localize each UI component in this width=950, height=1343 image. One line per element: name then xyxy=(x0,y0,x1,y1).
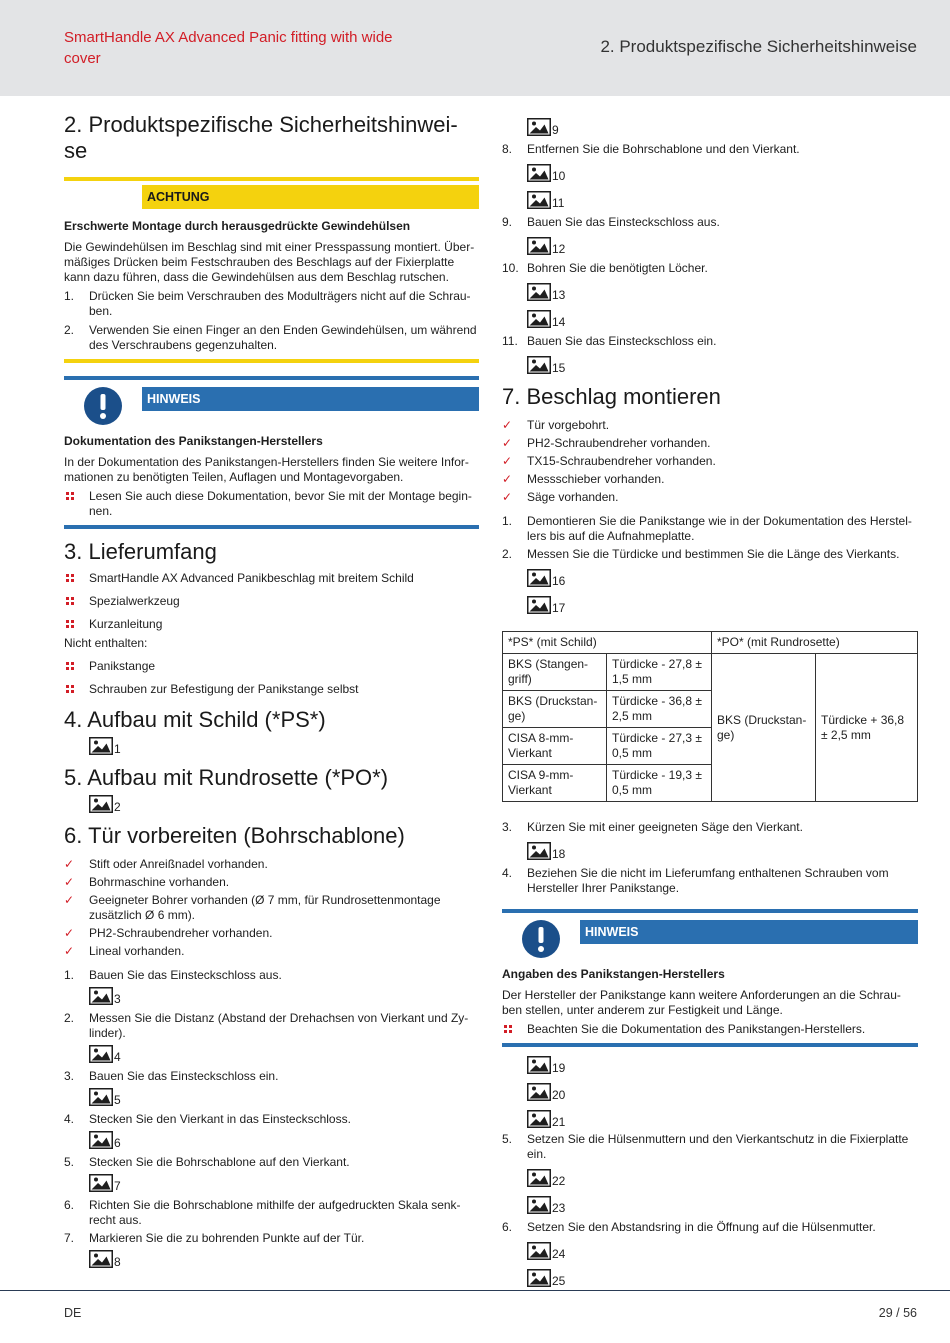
preparation-steps xyxy=(64,1155,479,1170)
list-item xyxy=(64,1231,479,1246)
list-item xyxy=(64,659,479,674)
right-column xyxy=(502,114,918,1287)
figure-placeholder xyxy=(527,1052,918,1074)
step-text: Bauen Sie das Einsteckschloss ein. xyxy=(89,1069,279,1083)
note-label: HINWEIS xyxy=(142,387,479,411)
image-icon xyxy=(527,164,551,182)
step-number: 1. xyxy=(502,514,513,528)
list-item-text: Lineal vorhanden. xyxy=(89,944,185,958)
figure-placeholder xyxy=(527,187,918,209)
note-text: In der Dokumentation des Panikstangen-Herstellers finden Sie weitere Infor-mationen zu benötigten Teilen, Auflagen und Montagevorgaben. xyxy=(64,455,469,484)
list-item xyxy=(64,944,479,959)
table-header-row xyxy=(503,632,918,654)
image-icon xyxy=(89,1045,113,1063)
list-item xyxy=(64,682,479,697)
list-item xyxy=(64,857,479,872)
list-item xyxy=(502,215,918,230)
image-icon xyxy=(527,1083,551,1101)
check-icon: ✓ xyxy=(64,857,75,871)
note-top-bar xyxy=(64,376,479,380)
image-icon xyxy=(527,1110,551,1128)
check-icon: ✓ xyxy=(64,944,75,958)
footer-language: DE xyxy=(64,1306,82,1320)
header-section-title: 2. Produktspezifische Sicherheitshinweise xyxy=(600,37,917,56)
prerequisites-list xyxy=(64,857,479,959)
list-item xyxy=(64,489,479,519)
figure-placeholder xyxy=(527,279,918,301)
list-item-text: PH2-Schraubendreher vorhanden. xyxy=(89,926,273,940)
step-text: Entfernen Sie die Bohrschablone und den Vierkant. xyxy=(527,142,800,156)
list-item xyxy=(64,594,479,609)
mounting-steps xyxy=(502,866,918,896)
step-number: 9. xyxy=(502,215,513,229)
step-text: Bauen Sie das Einsteckschloss aus. xyxy=(527,215,720,229)
list-item-text: TX15-Schraubendreher vorhanden. xyxy=(527,454,716,468)
table-cell: Türdicke - 36,8 ± 2,5 mm xyxy=(607,691,712,728)
note-title: Angaben des Panikstangen-Herstellers xyxy=(502,967,725,981)
bullet-icon xyxy=(66,574,75,583)
list-item-text: Spezialwerkzeug xyxy=(89,594,180,608)
section-2-heading xyxy=(64,112,479,164)
figure-placeholder xyxy=(527,1165,918,1187)
figure-placeholder xyxy=(527,114,918,136)
list-item xyxy=(64,1155,479,1170)
step-number: 2. xyxy=(502,547,513,561)
figure-number: 22 xyxy=(552,1174,566,1188)
note-label: HINWEIS xyxy=(580,920,918,944)
drilling-steps xyxy=(502,261,918,276)
figure-placeholder xyxy=(89,1170,479,1192)
figure-number: 17 xyxy=(552,601,566,615)
drilling-steps xyxy=(502,334,918,349)
figure-number: 21 xyxy=(552,1115,566,1129)
figure-number: 19 xyxy=(552,1061,566,1075)
figure-placeholder xyxy=(527,160,918,182)
footer-divider xyxy=(0,1290,950,1291)
list-item-text: Schrauben zur Befestigung der Panikstange selbst xyxy=(89,682,359,696)
figure-placeholder xyxy=(89,791,479,813)
not-included-label: Nicht enthalten: xyxy=(64,636,148,650)
figure-number: 13 xyxy=(552,288,566,302)
figure-number: 1 xyxy=(114,742,121,756)
table-cell: Türdicke + 36,8 ± 2,5 mm xyxy=(816,654,918,802)
image-icon xyxy=(89,795,113,813)
image-icon xyxy=(527,310,551,328)
figure-placeholder xyxy=(527,565,918,587)
mounting-steps xyxy=(502,1132,918,1162)
note-bottom-bar xyxy=(64,525,479,529)
list-item xyxy=(502,1220,918,1235)
image-icon xyxy=(527,596,551,614)
section-2-heading-text: 2. Produktspezifische Sicherheitshinwei-se xyxy=(64,112,458,163)
figure-number: 7 xyxy=(114,1179,121,1193)
section-5-heading: 5. Aufbau mit Rundrosette (*PO*) xyxy=(64,765,389,790)
bullet-text: Lesen Sie auch diese Dokumentation, bevor Sie mit der Montage begin-nen. xyxy=(89,489,472,518)
warning-bottom-bar xyxy=(64,359,479,363)
list-item xyxy=(502,1022,918,1037)
figure-number: 18 xyxy=(552,847,566,861)
bullet-icon xyxy=(66,685,75,694)
step-text: Setzen Sie die Hülsenmuttern und den Vierkantschutz in die Fixierplatte ein. xyxy=(527,1132,909,1161)
image-icon xyxy=(527,1269,551,1287)
list-item xyxy=(64,1112,479,1127)
note-box xyxy=(64,376,479,529)
list-item-text: Messschieber vorhanden. xyxy=(527,472,665,486)
list-item-text: Stift oder Anreißnadel vorhanden. xyxy=(89,857,268,871)
exclamation-icon xyxy=(521,919,561,959)
check-icon: ✓ xyxy=(502,454,513,468)
warning-steps xyxy=(64,289,479,353)
list-item-text: Tür vorgebohrt. xyxy=(527,418,610,432)
list-item xyxy=(502,514,918,544)
list-item xyxy=(502,261,918,276)
check-icon: ✓ xyxy=(64,893,75,907)
list-item xyxy=(502,436,918,451)
check-icon: ✓ xyxy=(502,472,513,486)
check-icon: ✓ xyxy=(64,875,75,889)
step-text: Verwenden Sie einen Finger an den Enden Gewindehülsen, um während des Verschraubens gegenzuhalten. xyxy=(89,323,477,352)
step-number: 1. xyxy=(64,968,75,982)
note-bottom-bar xyxy=(502,1043,918,1047)
preparation-steps xyxy=(64,1011,479,1041)
list-item-text: Panikstange xyxy=(89,659,156,673)
check-icon: ✓ xyxy=(64,926,75,940)
step-number: 2. xyxy=(64,323,75,337)
step-number: 3. xyxy=(502,820,513,834)
left-column xyxy=(64,112,479,1268)
step-text: Drücken Sie beim Verschrauben des Modulträgers nicht auf die Schrau-ben. xyxy=(89,289,471,318)
check-icon: ✓ xyxy=(502,490,513,504)
step-number: 5. xyxy=(64,1155,75,1169)
section-6-heading: 6. Tür vorbereiten (Bohrschablone) xyxy=(64,823,405,848)
figure-placeholder xyxy=(527,306,918,328)
list-item-text: SmartHandle AX Advanced Panikbeschlag mit breitem Schild xyxy=(89,571,414,585)
table-header-ps: *PS* (mit Schild) xyxy=(503,632,712,654)
list-item xyxy=(502,547,918,562)
list-item xyxy=(502,334,918,349)
note-top-bar xyxy=(502,909,918,913)
warning-title: Erschwerte Montage durch herausgedrückte Gewindehülsen xyxy=(64,219,411,233)
image-icon xyxy=(89,987,113,1005)
list-item xyxy=(64,617,479,632)
table-cell: Türdicke - 19,3 ± 0,5 mm xyxy=(607,765,712,802)
figure-placeholder xyxy=(527,233,918,255)
step-number: 4. xyxy=(502,866,513,880)
figure-number: 9 xyxy=(552,123,559,137)
table-cell: CISA 8-mm-Vierkant xyxy=(503,728,607,765)
image-icon xyxy=(89,1174,113,1192)
preparation-steps xyxy=(64,1112,479,1127)
drilling-steps xyxy=(502,215,918,230)
note-bullets xyxy=(502,1022,918,1037)
page-header xyxy=(0,0,950,96)
image-icon xyxy=(527,191,551,209)
mounting-steps xyxy=(502,514,918,562)
step-number: 4. xyxy=(64,1112,75,1126)
figure-number: 23 xyxy=(552,1201,566,1215)
figure-placeholder xyxy=(527,352,918,374)
step-number: 5. xyxy=(502,1132,513,1146)
list-item xyxy=(502,418,918,433)
step-number: 10. xyxy=(502,261,519,275)
preparation-steps xyxy=(64,968,479,983)
step-text: Kürzen Sie mit einer geeigneten Säge den Vierkant. xyxy=(527,820,803,834)
list-item-text: PH2-Schraubendreher vorhanden. xyxy=(527,436,711,450)
page-number: 29 / 56 xyxy=(878,1306,917,1320)
section-7-heading: 7. Beschlag montieren xyxy=(502,384,721,409)
figure-number: 24 xyxy=(552,1247,566,1261)
list-item xyxy=(64,968,479,983)
image-icon xyxy=(527,283,551,301)
figure-placeholder xyxy=(527,1106,918,1128)
note-header xyxy=(502,917,918,961)
step-number: 11. xyxy=(502,334,518,348)
step-text: Bauen Sie das Einsteckschloss aus. xyxy=(89,968,282,982)
list-item xyxy=(64,893,479,923)
note-title: Dokumentation des Panikstangen-Herstellers xyxy=(64,434,323,448)
step-text: Bohren Sie die benötigten Löcher. xyxy=(527,261,708,275)
step-text: Demontieren Sie die Panikstange wie in der Dokumentation des Herstel-lers bis auf die Aufnahmeplatte. xyxy=(527,514,912,543)
figure-placeholder xyxy=(527,592,918,614)
step-text: Stecken Sie die Bohrschablone auf den Vierkant. xyxy=(89,1155,350,1169)
prerequisites-list xyxy=(502,418,918,505)
table-cell: Türdicke - 27,8 ± 1,5 mm xyxy=(607,654,712,691)
image-icon xyxy=(527,118,551,136)
check-icon: ✓ xyxy=(502,418,513,432)
table-cell: Türdicke - 27,3 ± 0,5 mm xyxy=(607,728,712,765)
list-item xyxy=(64,926,479,941)
step-text: Richten Sie die Bohrschablone mithilfe der aufgedruckten Skala senk-recht aus. xyxy=(89,1198,461,1227)
check-icon: ✓ xyxy=(502,436,513,450)
figure-number: 10 xyxy=(552,169,566,183)
table-cell: CISA 9-mm-Vierkant xyxy=(503,765,607,802)
figure-number: 5 xyxy=(114,1093,121,1107)
step-number: 6. xyxy=(64,1198,75,1212)
step-number: 2. xyxy=(64,1011,75,1025)
bullet-text: Beachten Sie die Dokumentation des Panikstangen-Herstellers. xyxy=(527,1022,866,1036)
image-icon xyxy=(527,1242,551,1260)
note-text: Der Hersteller der Panikstange kann weitere Anforderungen an die Schrau-ben stellen, unter anderem zur Festigkeit und Länge. xyxy=(502,988,901,1017)
spindle-length-table xyxy=(502,631,918,802)
list-item-text: Bohrmaschine vorhanden. xyxy=(89,875,230,889)
list-item xyxy=(502,820,918,835)
step-number: 7. xyxy=(64,1231,75,1245)
figure-number: 16 xyxy=(552,574,566,588)
figure-number: 14 xyxy=(552,315,566,329)
warning-label: ACHTUNG xyxy=(142,185,479,209)
bullet-icon xyxy=(66,492,75,501)
list-item xyxy=(64,1011,479,1041)
warning-box xyxy=(64,177,479,363)
list-item xyxy=(502,490,918,505)
figure-number: 6 xyxy=(114,1136,121,1150)
figure-number: 3 xyxy=(114,992,121,1006)
bullet-icon xyxy=(66,662,75,671)
figure-placeholder xyxy=(89,733,479,755)
figure-number: 15 xyxy=(552,361,566,375)
figure-placeholder xyxy=(527,1238,918,1260)
not-included-list xyxy=(64,659,479,697)
step-text: Stecken Sie den Vierkant in das Einsteckschloss. xyxy=(89,1112,351,1126)
step-number: 8. xyxy=(502,142,513,156)
list-item xyxy=(64,875,479,890)
figure-placeholder xyxy=(89,1084,479,1106)
figure-number: 11 xyxy=(552,196,565,210)
step-text: Setzen Sie den Abstandsring in die Öffnung auf die Hülsenmutter. xyxy=(527,1220,876,1234)
figure-number: 8 xyxy=(114,1255,121,1269)
table-cell: BKS (Druckstan-ge) xyxy=(712,654,816,802)
figure-placeholder xyxy=(89,1246,479,1268)
figure-number: 12 xyxy=(552,242,566,256)
list-item-text: Kurzanleitung xyxy=(89,617,163,631)
note-bullets xyxy=(64,489,479,519)
warning-text: Die Gewindehülsen im Beschlag sind mit einer Presspassung montiert. Über-mäßiges Drücken beim Festschrauben des Beschlags auf der Fixierplatte kann dazu führen, dass die Gewindehülsen aus dem Beschlag rutschen. xyxy=(64,240,475,284)
mounting-steps xyxy=(502,820,918,835)
section-4-heading: 4. Aufbau mit Schild (*PS*) xyxy=(64,707,326,732)
list-item xyxy=(64,571,479,586)
bullet-icon xyxy=(66,597,75,606)
list-item xyxy=(502,472,918,487)
list-item xyxy=(64,1069,479,1084)
figure-placeholder xyxy=(89,1127,479,1149)
step-text: Bauen Sie das Einsteckschloss ein. xyxy=(527,334,717,348)
list-item xyxy=(502,866,918,896)
step-number: 3. xyxy=(64,1069,75,1083)
mounting-steps xyxy=(502,1220,918,1235)
step-text: Markieren Sie die zu bohrenden Punkte auf der Tür. xyxy=(89,1231,365,1245)
list-item xyxy=(64,323,479,353)
figure-placeholder xyxy=(527,1079,918,1101)
document-title: SmartHandle AX Advanced Panic fitting with wide cover xyxy=(64,29,393,67)
table-cell: BKS (Druckstan-ge) xyxy=(503,691,607,728)
step-number: 6. xyxy=(502,1220,513,1234)
list-item-text: Säge vorhanden. xyxy=(527,490,619,504)
figure-placeholder xyxy=(527,838,918,860)
figure-number: 4 xyxy=(114,1050,121,1064)
preparation-steps xyxy=(64,1198,479,1246)
figure-placeholder xyxy=(89,983,479,1005)
figure-number: 2 xyxy=(114,800,121,814)
image-icon xyxy=(89,1088,113,1106)
figure-number: 25 xyxy=(552,1274,566,1288)
drilling-steps xyxy=(502,142,918,157)
section-3-heading: 3. Lieferumfang xyxy=(64,539,217,564)
list-item-text: Geeigneter Bohrer vorhanden (Ø 7 mm, für Rundrosettenmontage zusätzlich Ø 6 mm). xyxy=(89,893,441,922)
figure-placeholder xyxy=(527,1192,918,1214)
image-icon xyxy=(89,1250,113,1268)
list-item xyxy=(64,1198,479,1228)
table-row xyxy=(503,654,918,691)
image-icon xyxy=(527,1196,551,1214)
step-number: 1. xyxy=(64,289,75,303)
figure-placeholder xyxy=(527,1265,918,1287)
bullet-icon xyxy=(504,1025,513,1034)
table-header-po: *PO* (mit Rundrosette) xyxy=(712,632,918,654)
image-icon xyxy=(527,1056,551,1074)
image-icon xyxy=(89,737,113,755)
step-text: Messen Sie die Distanz (Abstand der Drehachsen von Vierkant und Zy-linder). xyxy=(89,1011,469,1040)
image-icon xyxy=(527,1169,551,1187)
image-icon xyxy=(527,237,551,255)
bullet-icon xyxy=(66,620,75,629)
exclamation-icon xyxy=(83,386,123,426)
step-text: Messen Sie die Türdicke und bestimmen Sie die Länge des Vierkants. xyxy=(527,547,900,561)
figure-placeholder xyxy=(89,1041,479,1063)
note-header xyxy=(64,384,479,428)
preparation-steps xyxy=(64,1069,479,1084)
scope-list xyxy=(64,571,479,632)
step-text: Beziehen Sie die nicht im Lieferumfang enthaltenen Schrauben vom Hersteller Ihrer Panikstange. xyxy=(527,866,889,895)
table-cell: BKS (Stangen-griff) xyxy=(503,654,607,691)
figure-number: 20 xyxy=(552,1088,566,1102)
image-icon xyxy=(527,569,551,587)
warning-top-bar xyxy=(64,177,479,181)
note-box xyxy=(502,909,918,1047)
image-icon xyxy=(89,1131,113,1149)
list-item xyxy=(502,454,918,469)
list-item xyxy=(502,1132,918,1162)
image-icon xyxy=(527,356,551,374)
list-item xyxy=(502,142,918,157)
list-item xyxy=(64,289,479,319)
image-icon xyxy=(527,842,551,860)
